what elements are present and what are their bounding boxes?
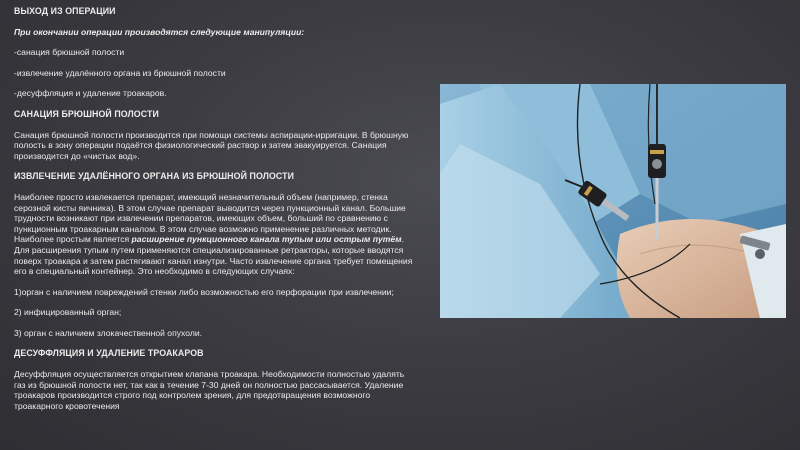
step-item: -извлечение удалённого органа из брюшной полости <box>14 67 226 78</box>
case-item: 1)орган с наличием повреждений стенки либо возможностью его перфорации при извлечении; <box>14 286 394 297</box>
laparoscopy-illustration <box>440 84 786 318</box>
sanation-text: Санация брюшной полости производится при помощи системы аспирации-ирригации. В брюшную полость в зону операции подаётся физиологический раствор и затем эвакуируется. Санация производится до «чистых вод». <box>14 129 409 161</box>
extraction-text-after: . Для расширения тупым путем применяются специализированные ретракторы, которые вводятся поверх троакара и затем растягивают канал изнутри. Часто извлечение органа требует помещения его в специальный контейнер. Это необходимо в следующих случаях: <box>14 234 413 277</box>
slide-title: ВЫХОД ИЗ ОПЕРАЦИИ <box>14 6 116 16</box>
extraction-heading: ИЗВЛЕЧЕНИЕ УДАЛЁННОГО ОРГАНА ИЗ БРЮШНОЙ ПОЛОСТИ <box>14 171 295 182</box>
desufflation-text: Десуффляция осуществляется открытием клапана троакара. Необходимости полностью удалять газ из брюшной полости нет, так как в течение 7-30 дней он полностью рассасывается. Удаление троакаров производится строго под контролем зрения, для предотвращения возможного троакарного кровотечения <box>14 369 405 411</box>
step-item: -санация брюшной полости <box>14 47 125 58</box>
extraction-text <box>14 192 414 277</box>
extraction-emphasis: расширение пункционного канала тупым или острым путём <box>131 234 402 245</box>
sanation-heading: САНАЦИЯ БРЮШНОЙ ПОЛОСТИ <box>14 108 159 119</box>
surgery-photo <box>440 84 786 318</box>
desufflation-heading: ДЕСУФФЛЯЦИЯ И УДАЛЕНИЕ ТРОАКАРОВ <box>14 348 204 359</box>
intro-text: При окончании операции производятся следующие манипуляции: <box>14 26 305 37</box>
extraction-text-before: Наиболее просто извлекается препарат, имеющий незначительный объем (например, стенка серозной кисты яичника). В этом случае препарат выводится через пункционный канал. Большие трудности возникают при извлечении препаратов, имеющих объем, больший по сравнению с пункционным троакарным каналом. В этом случае возможно применение различных методик. Наиболее простым является <box>14 191 406 245</box>
case-item: 2) инфицированный орган; <box>14 307 122 318</box>
slide-text <box>14 6 414 411</box>
step-item: -десуффляция и удаление троакаров. <box>14 88 167 99</box>
case-item: 3) орган с наличием злокачественной опухоли. <box>14 327 203 338</box>
